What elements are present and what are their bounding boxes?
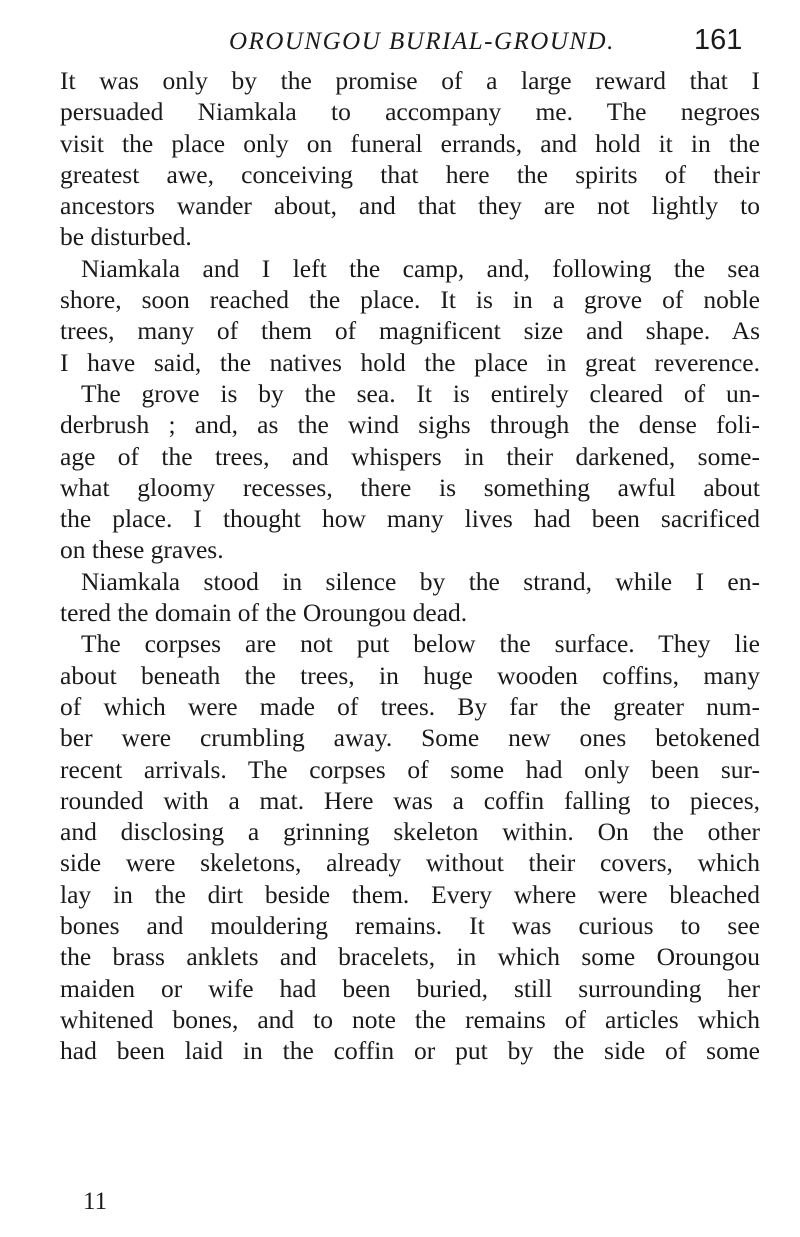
text-line: of which were made of trees. By far the greater num-: [60, 691, 760, 721]
text-line: persuaded Niamkala to accompany me. The negroes: [60, 97, 760, 127]
text-line: lay in the dirt beside them. Every where were bleached: [60, 879, 760, 909]
text-line: maiden or wife had been buried, still surrounding her: [60, 973, 760, 1003]
text-line: on these graves.: [60, 535, 224, 565]
text-line: tered the domain of the Oroungou dead.: [60, 598, 468, 628]
text-line: whitened bones, and to note the remains of articles which: [60, 1004, 760, 1034]
text-line: Niamkala and I left the camp, and, following the sea: [81, 253, 760, 283]
text-line: trees, many of them of magnificent size and shape. As: [60, 316, 760, 346]
signature-mark: 11: [83, 1188, 108, 1215]
text-line: greatest awe, conceiving that here the spirits of their: [60, 159, 760, 189]
text-line: shore, soon reached the place. It is in a grove of noble: [60, 285, 760, 315]
body-text: [60, 65, 760, 1067]
text-line: ancestors wander about, and that they are not lightly to: [60, 191, 760, 221]
text-line: The corpses are not put below the surface. They lie: [81, 629, 760, 659]
text-line: the brass anklets and bracelets, in which some Oroungou: [60, 942, 760, 972]
text-line: The grove is by the sea. It is entirely cleared of un-: [81, 378, 760, 408]
text-line: rounded with a mat. Here was a coffin falling to pieces,: [60, 785, 760, 815]
text-line: bones and mouldering remains. It was curious to see: [60, 911, 760, 941]
text-line: what gloomy recesses, there is something awful about: [60, 472, 760, 502]
text-line: be disturbed.: [60, 222, 192, 252]
text-line: about beneath the trees, in huge wooden coffins, many: [60, 660, 760, 690]
text-line: age of the trees, and whispers in their darkened, some-: [60, 441, 760, 471]
text-line: recent arrivals. The corpses of some had only been sur-: [60, 754, 760, 784]
text-line: derbrush ; and, as the wind sighs through the dense foli-: [60, 410, 760, 440]
text-line: ber were crumbling away. Some new ones betokened: [60, 723, 760, 753]
page-header: [0, 14, 800, 64]
text-line: I have said, the natives hold the place in great reverence.: [60, 347, 760, 377]
page-number: 161: [694, 24, 743, 56]
text-line: and disclosing a grinning skeleton within. On the other: [60, 817, 760, 847]
text-line: had been laid in the coffin or put by the side of some: [60, 1036, 760, 1066]
text-line: the place. I thought how many lives had been sacrificed: [60, 504, 760, 534]
text-line: visit the place only on funeral errands, and hold it in the: [60, 128, 760, 158]
text-line: side were skeletons, already without their covers, which: [60, 848, 760, 878]
text-line: It was only by the promise of a large reward that I: [60, 66, 760, 95]
running-head: OROUNGOU BURIAL-GROUND.: [229, 28, 615, 55]
text-line: Niamkala stood in silence by the strand, while I en-: [81, 566, 760, 596]
